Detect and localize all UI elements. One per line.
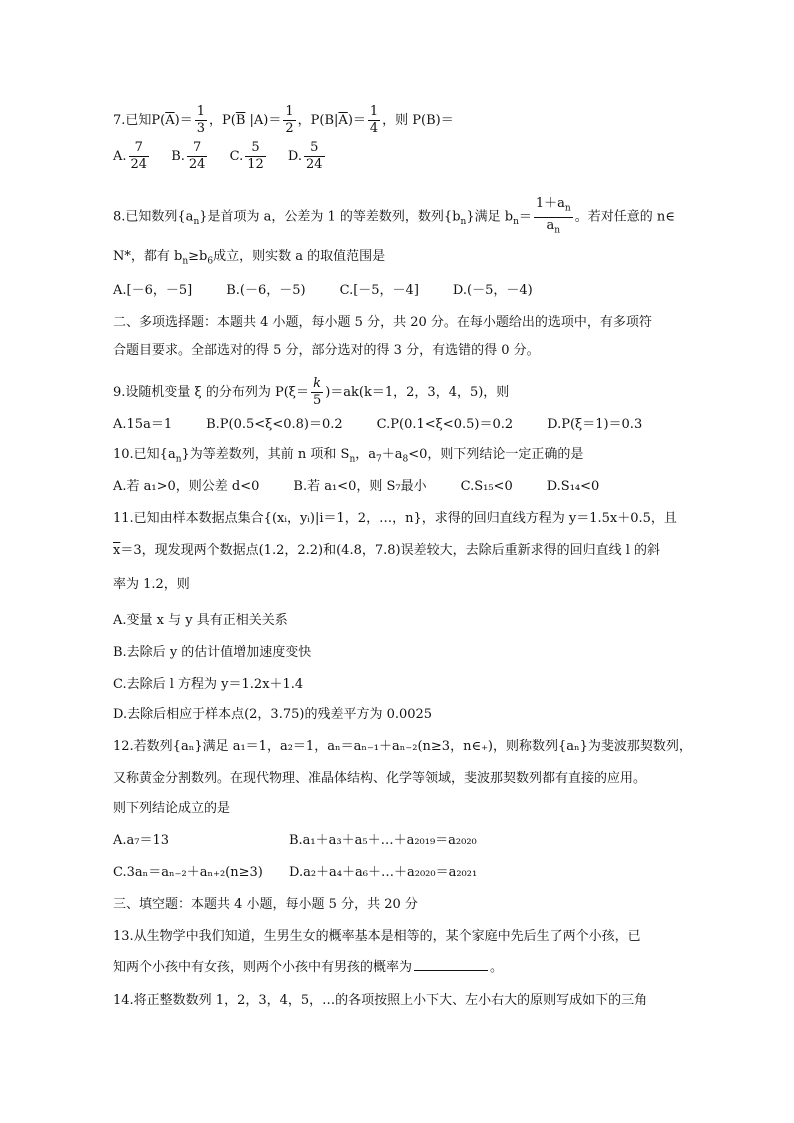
- q12-option-c: C.3aₙ＝aₙ₋₂＋aₙ₊₂(n≥3): [113, 865, 263, 880]
- q7-option-b: B. $\frac{7}{24}$: [171, 140, 206, 172]
- q8-stem: 8.已知数列$\{a_n\}$是首项为 a，公差为 1 的等差数列，数列$\{b_n\}$满足 $b_n=$ $\frac{1+a_n}{a_n}$ 。若对任意的 n∈: [113, 196, 675, 238]
- q11-option-a: A.变量 x 与 y 具有正相关关系: [113, 613, 288, 628]
- q9-option-c: C.P(0.1<ξ<0.5)＝0.2: [376, 417, 514, 432]
- q9-option-a: A.15a＝1: [113, 417, 173, 432]
- q7-option-d: D. $\frac{5}{24}$: [287, 140, 323, 172]
- q13-stem-2: 知两个小孩中有女孩，则两个小孩中有男孩的概率为 。: [113, 960, 504, 975]
- q8-option-b: B.(－6，－5): [226, 283, 306, 298]
- q11-option-c: C.去除后 l 方程为 y＝1.2x＋1.4: [113, 677, 304, 692]
- q9-option-d: D.P(ξ＝1)＝0.3: [547, 417, 643, 432]
- q11-stem-2: $\overline{x}=3$，现发现两个数据点(1.2，2.2)和(4.8，7.8)误差较大，去除后重新求得的回归直线 l 的斜: [113, 543, 661, 558]
- q7-option-c: C. $\frac{5}{12}$: [229, 140, 264, 172]
- q10-option-c: C.S₁₅<0: [460, 479, 513, 494]
- q12-stem-3: 则下列结论成立的是: [113, 801, 231, 816]
- q8-option-d: D.(－5，－4): [452, 283, 533, 298]
- q10-option-a: A.若 a₁>0，则公差 d<0: [113, 479, 260, 494]
- q10-option-b: B.若 a₁<0，则 S₇最小: [293, 479, 427, 494]
- q12-option-b: B.a₁＋a₃＋a₅＋…＋a₂₀₁₉＝a₂₀₂₀: [289, 833, 477, 848]
- q8-option-c: C.[－5，－4]: [339, 283, 419, 298]
- q9-frac: $\frac{k}{5}$: [312, 376, 322, 408]
- q12-options-row1: [113, 832, 477, 850]
- q13-answer-blank[interactable]: [414, 958, 488, 971]
- q12-option-d: D.a₂＋a₄＋a₆＋…＋a₂₀₂₀＝a₂₀₂₁: [289, 865, 478, 880]
- q9-stem: 9.设随机变量 ξ 的分布列为 P(ξ＝ $\frac{k}{5}$ )＝ak(k＝1，2，3，4，5)，则: [113, 376, 510, 408]
- q8-option-a: A.[－6，－5]: [113, 283, 193, 298]
- q8-frac: $\frac{1+a_n}{a_n}$: [535, 196, 571, 236]
- q7-option-a: A. $\frac{7}{24}$: [113, 140, 148, 172]
- q9-option-b: B.P(0.5<ξ<0.8)＝0.2: [206, 417, 343, 432]
- q7-frac-2: $\frac{1}{2}$: [285, 104, 294, 136]
- section3-heading: 三、填空题：本题共 4 小题，每小题 5 分，共 20 分: [113, 897, 418, 912]
- q13-stem: 13.从生物学中我们知道，生男生女的概率基本是相等的，某个家庭中先后生了两个小孩，已: [113, 929, 641, 944]
- q9-options: [113, 416, 658, 434]
- q10-option-d: D.S₁₄<0: [546, 479, 600, 494]
- q12-stem: 12.若数列{aₙ}满足 a₁＝1，a₂＝1，aₙ＝aₙ₋₁＋aₙ₋₂(n≥3，n∈₊)，则称数列{aₙ}为斐波那契数列，: [113, 739, 692, 754]
- q10-options: [113, 478, 615, 496]
- q12-option-a: A.a₇＝13: [113, 833, 170, 848]
- q7-frac-3: $\frac{1}{4}$: [369, 104, 379, 136]
- q7-stem: 7.已知$P(\overline{A})=$ $\frac{1}{3}$ ，$P(\overline{B}$ |A)＝ $\frac{1}{2}$ ，$P(B|\overline{A})=$ $\frac{1}{4}$ ，则 P(B)＝: [113, 104, 454, 136]
- q12-options-row2: [113, 864, 477, 882]
- q11-option-d: D.去除后相应于样本点(2，3.75)的残差平方为 0.0025: [113, 707, 433, 722]
- q8-options: [113, 282, 549, 300]
- q7-frac-1: $\frac{1}{3}$: [196, 104, 205, 136]
- q10-stem: 10.已知$\{a_n\}$为等差数列，其前 n 项和 $S_n$，$a_7+a_8<0$，则下列结论一定正确的是: [113, 447, 584, 465]
- q11-stem: 11.已知由样本数据点集合{(xᵢ，yᵢ)|i＝1，2，…，n}，求得的回归直线方程为 y＝1.5x＋0.5，且: [113, 511, 677, 526]
- q7-options: [113, 140, 343, 173]
- section2-heading-2: 合题目要求。全部选对的得 5 分，部分选对的得 3 分，有选错的得 0 分。: [113, 343, 540, 358]
- q11-option-b: B.去除后 y 的估计值增加速度变快: [113, 645, 312, 660]
- q8-stem-2: N*，都有 $b_n\ge b_6$成立，则实数 a 的取值范围是: [113, 249, 386, 267]
- q11-stem-3: 率为 1.2，则: [113, 577, 190, 592]
- q14-stem: 14.将正整数数列 1，2，3，4，5，…的各项按照上小下大、左小右大的原则写成如下的三角: [113, 993, 648, 1008]
- q12-stem-2: 又称黄金分割数列。在现代物理、准晶体结构、化学等领域，斐波那契数列都有直接的应用。: [113, 771, 647, 786]
- section2-heading: 二、多项选择题：本题共 4 小题，每小题 5 分，共 20 分。在每小题给出的选项中，有多项符: [113, 315, 652, 330]
